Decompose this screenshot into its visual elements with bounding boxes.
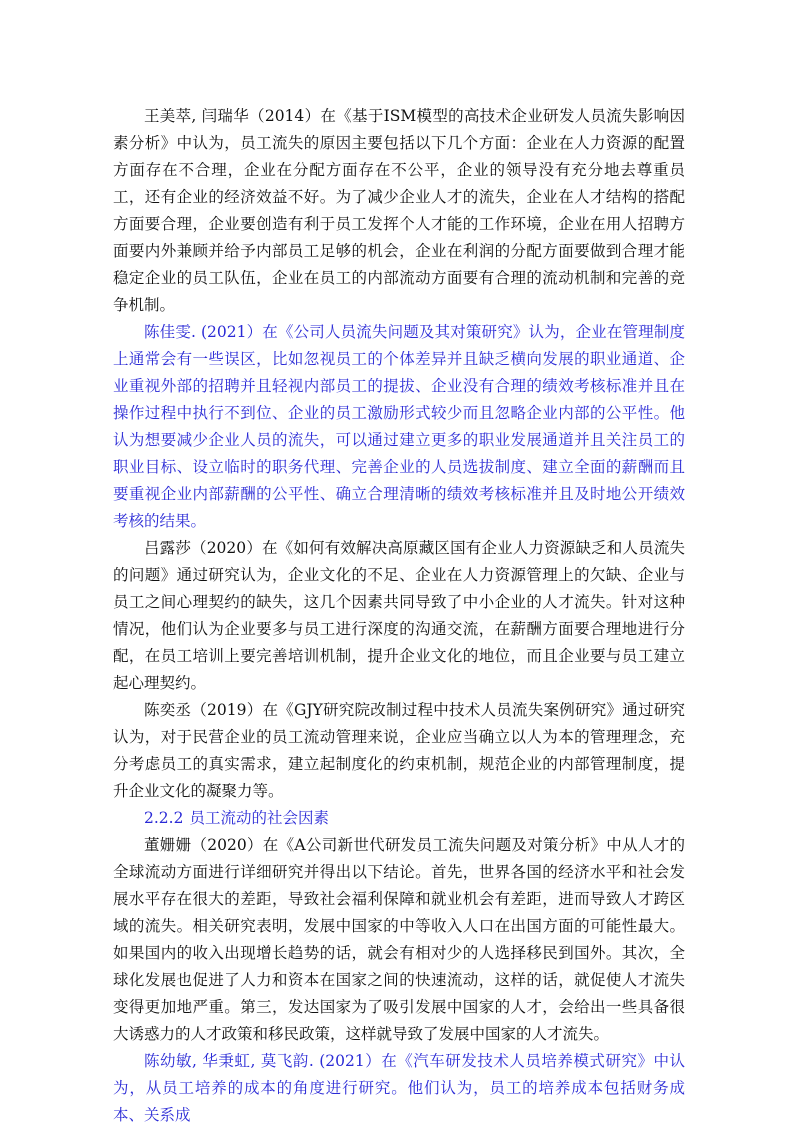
paragraph-chen-yicheng: 陈奕丞（2019）在《GJY研究院改制过程中技术人员流失案例研究》通过研究认为，对于民营企业的员工流动管理来说，企业应当确立以人为本的管理理念，充分考虑员工的真实需求，建立起制度化的约束机制，规范企业的内部管理制度，提升企业文化的凝聚力等。 bbox=[113, 701, 685, 800]
paragraph-chen-youmin: 陈幼敏, 华秉虹, 莫飞韵. (2021）在《汽车研发技术人员培养模式研究》中认为，从员工培养的成本的角度进行研究。他们认为，员工的培养成本包括财务成本、关系成 bbox=[113, 1052, 685, 1124]
paragraph-chen-jiawen: 陈佳雯. (2021）在《公司人员流失问题及其对策研究》认为，企业在管理制度上通常会有一些误区，比如忽视员工的个体差异并且缺乏横向发展的职业通道、企业重视外部的招聘并且轻视内部员工的提拔、企业没有合理的绩效考核标准并且在操作过程中执行不到位、企业的员工激励形式较少而且忽略企业内部的公平性。他认为想要减少企业人员的流失，可以通过建立更多的职业发展通道并且关注员工的职业目标、设立临时的职务代理、完善企业的人员选拔制度、建立全面的薪酬而且要重视企业内部薪酬的公平性、确立合理清晰的绩效考核标准并且及时地公开绩效考核的结果。 bbox=[113, 323, 685, 530]
section-number: 2.2.2 bbox=[144, 809, 184, 827]
paragraph-dong-shanshan: 董姗姗（2020）在《A公司新世代研发员工流失问题及对策分析》中从人才的全球流动方面进行详细研究并得出以下结论。首先，世界各国的经济水平和社会发展水平存在很大的差距，导致社会福利保障和就业机会有差距，进而导致人才跨区域的流失。相关研究表明，发展中国家的中等收入人口在出国方面的可能性最大。如果国内的收入出现增长趋势的话，就会有相对少的人选择移民到国外。其次，全球化发展也促进了人力和资本在国家之间的快速流动，这样的话，就促使人才流失变得更加地严重。第三，发达国家为了吸引发展中国家的人才，会给出一些具备很大诱惑力的人才政策和移民政策，这样就导致了发展中国家的人才流失。 bbox=[113, 836, 685, 1043]
paragraph-wang-meicui: 王美萃, 闫瑞华（2014）在《基于ISM模型的高技术企业研发人员流失影响因素分析》中认为，员工流失的原因主要包括以下几个方面：企业在人力资源的配置方面存在不合理，企业在分配方面存在不公平，企业的领导没有充分地去尊重员工，还有企业的经济效益不好。为了减少企业人才的流失，企业在人才结构的搭配方面要合理，企业要创造有利于员工发挥个人才能的工作环境，企业在用人招聘方面要内外兼顾并给予内部员工足够的机会，企业在利润的分配方面要做到合理才能稳定企业的员工队伍，企业在员工的内部流动方面要有合理的流动机制和完善的竞争机制。 bbox=[113, 107, 685, 314]
section-heading bbox=[113, 805, 685, 832]
paragraph-lv-lusha: 吕露莎（2020）在《如何有效解决高原藏区国有企业人力资源缺乏和人员流失的问题》通过研究认为，企业文化的不足、企业在人力资源管理上的欠缺、企业与员工之间心理契约的缺失，这几个因素共同导致了中小企业的人才流失。针对这种情况，他们认为企业要多与员工进行深度的沟通交流，在薪酬方面要合理地进行分配，在员工培训上要完善培训机制，提升企业文化的地位，而且企业要与员工建立起心理契约。 bbox=[113, 539, 685, 692]
document-page bbox=[113, 103, 685, 1129]
section-title: 员工流动的社会因素 bbox=[189, 809, 329, 827]
